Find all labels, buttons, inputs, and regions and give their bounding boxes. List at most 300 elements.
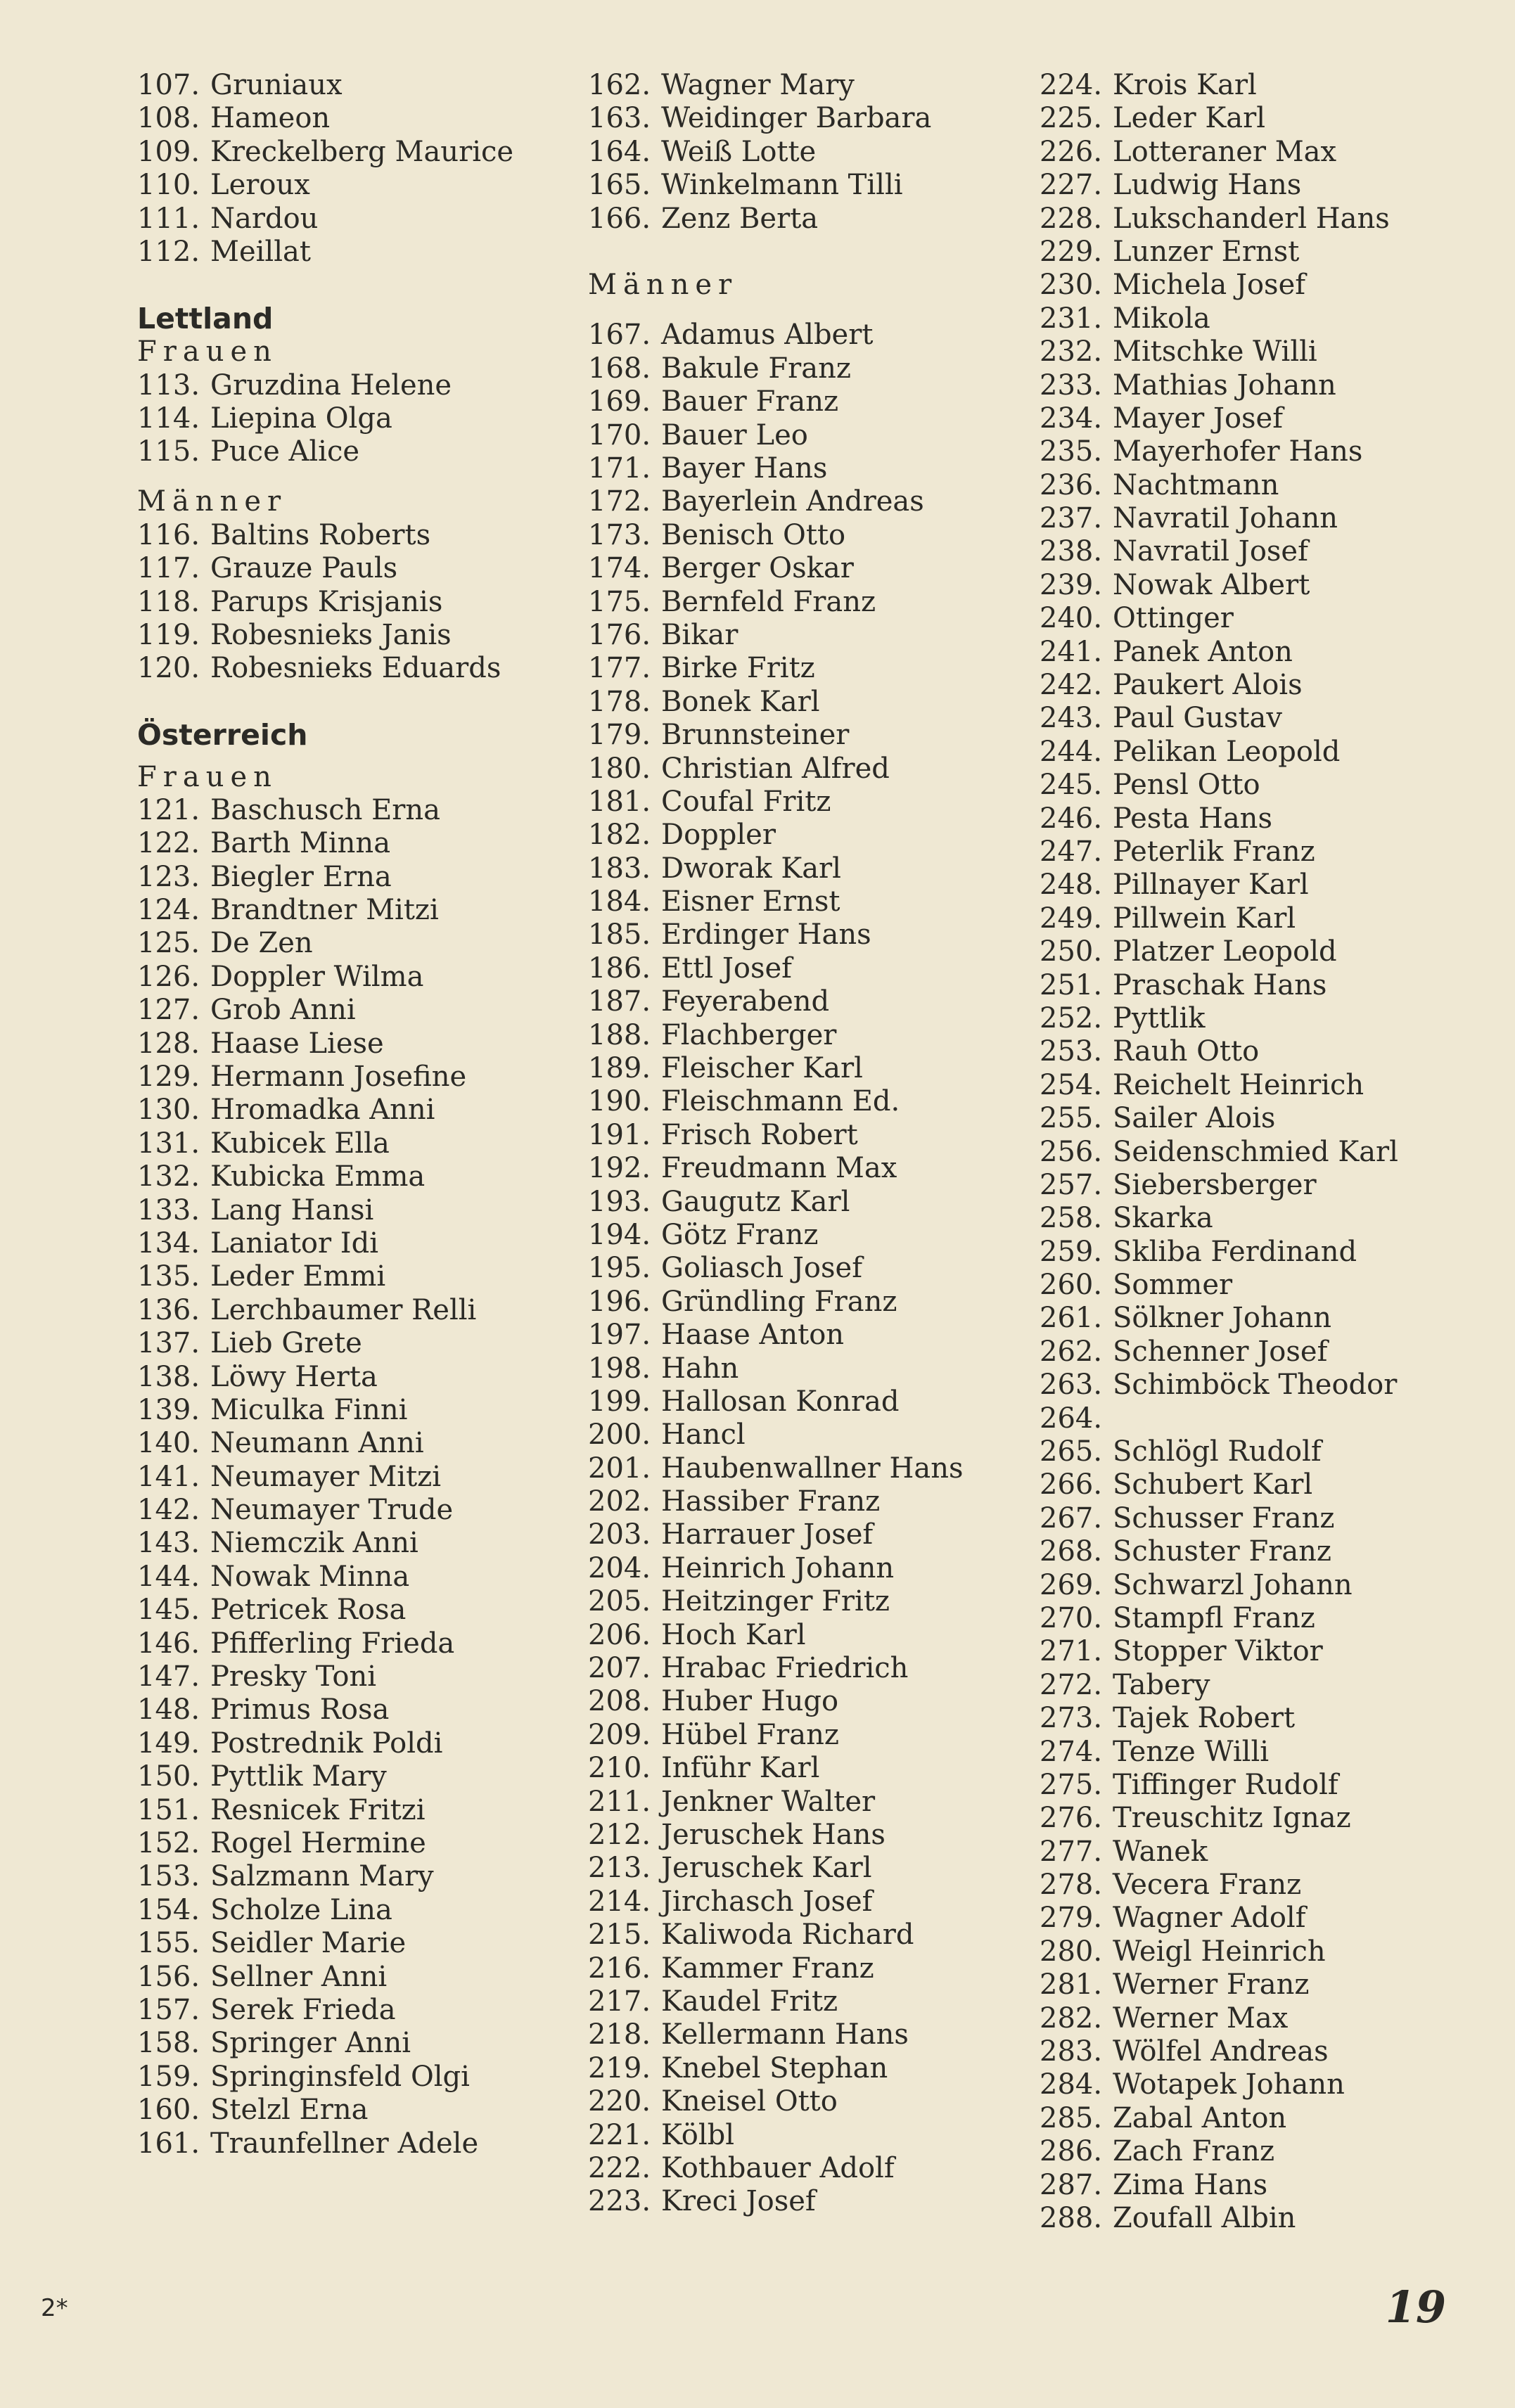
entry-number: 158.: [137, 2027, 200, 2060]
entry-number: 245.: [1040, 769, 1103, 802]
entry-name: Harrauer Josef: [661, 1518, 874, 1551]
entry-name: Leroux: [210, 169, 310, 202]
list-item: [588, 136, 1024, 169]
list-item: [588, 1952, 1024, 1985]
entry-number: 235.: [1040, 435, 1103, 468]
entry-number: 219.: [588, 2051, 651, 2084]
entry-number: 115.: [137, 435, 200, 468]
entry-name: Mathias Johann: [1113, 369, 1336, 402]
entry-name: Hromadka Anni: [210, 1094, 435, 1127]
list-item: [137, 1927, 559, 1960]
entry-name: Navratil Josef: [1113, 535, 1308, 568]
entry-name: Michela Josef: [1113, 269, 1306, 302]
list-item: [1040, 269, 1504, 302]
entry-number: 238.: [1040, 535, 1103, 568]
list-item: [1040, 1069, 1504, 1102]
list-item: [1040, 2002, 1504, 2035]
entry-number: 168.: [588, 352, 651, 385]
entry-number: 164.: [588, 135, 651, 168]
entry-number: 268.: [1040, 1535, 1103, 1568]
list-item: [1040, 969, 1504, 1002]
list-item: [588, 686, 1024, 719]
list-item: [137, 1727, 559, 1760]
list-item: [137, 1494, 559, 1527]
entry-number: 153.: [137, 1860, 200, 1893]
list-item: [137, 994, 559, 1027]
list-item: [137, 136, 559, 169]
entry-number: 264.: [1040, 1402, 1103, 1435]
spacer: [137, 686, 559, 719]
entry-name: Adamus Albert: [661, 319, 874, 352]
entry-name: Haase Liese: [210, 1027, 384, 1060]
list-item: [137, 652, 559, 685]
entry-number: 112.: [137, 235, 200, 268]
entry-name: Knebel Stephan: [661, 2051, 888, 2084]
list-item: [588, 552, 1024, 585]
list-item: [137, 1961, 559, 1994]
entry-name: Stopper Viktor: [1113, 1635, 1323, 1668]
entry-name: Puce Alice: [210, 435, 360, 468]
entry-name: Reichelt Heinrich: [1113, 1068, 1364, 1101]
entry-number: 194.: [588, 1218, 651, 1251]
entry-number: 282.: [1040, 2002, 1103, 2035]
list-item: [137, 1860, 559, 1893]
entry-number: 259.: [1040, 1235, 1103, 1268]
entry-number: 132.: [137, 1160, 200, 1193]
list-item: [137, 1594, 559, 1627]
entry-number: 180.: [588, 752, 651, 785]
entry-number: 170.: [588, 418, 651, 452]
entry-name: Springer Anni: [210, 2027, 411, 2060]
list-item: [1040, 1336, 1504, 1369]
group-heading: Frauen: [137, 335, 278, 369]
entry-number: 224.: [1040, 69, 1103, 101]
entry-name: Schwarzl Johann: [1113, 1568, 1353, 1601]
entry-name: Stampfl Franz: [1113, 1601, 1315, 1634]
entry-name: Gruzdina Helene: [210, 369, 452, 402]
list-item: [1040, 335, 1504, 369]
entry-number: 140.: [137, 1427, 200, 1460]
entry-name: Traunfellner Adele: [210, 2127, 479, 2160]
list-item: [588, 719, 1024, 752]
list-item: [137, 236, 559, 269]
entry-name: Miculka Finni: [210, 1393, 408, 1426]
entry-number: 244.: [1040, 735, 1103, 768]
entry-name: Krois Karl: [1113, 69, 1257, 101]
list-item: [588, 419, 1024, 452]
list-item: [588, 1985, 1024, 2018]
group-heading: Frauen: [137, 760, 278, 793]
entry-name: Hübel Franz: [661, 1718, 839, 1751]
entry-name: Kammer Franz: [661, 1952, 874, 1985]
list-item: [1040, 2202, 1504, 2235]
entry-name: Rauh Otto: [1113, 1035, 1260, 1068]
entry-number: 205.: [588, 1585, 651, 1618]
list-item: [1040, 1802, 1504, 1835]
entry-name: Hallosan Konrad: [661, 1385, 900, 1418]
entry-name: Nardou: [210, 202, 319, 235]
list-item: [1040, 835, 1504, 869]
entry-number: 284.: [1040, 2068, 1103, 2101]
list-item: [1040, 869, 1504, 902]
list-item: [1040, 1402, 1504, 1435]
entry-name: Peterlik Franz: [1113, 835, 1315, 868]
list-item: [1040, 702, 1504, 735]
list-item: [137, 1094, 559, 1127]
entry-number: 123.: [137, 860, 200, 893]
list-item: [137, 2027, 559, 2060]
entry-number: 137.: [137, 1327, 200, 1360]
entry-name: Presky Toni: [210, 1660, 376, 1693]
entry-number: 178.: [588, 685, 651, 718]
list-item: [588, 1852, 1024, 1885]
entry-number: 281.: [1040, 1968, 1103, 2002]
entry-name: Lerchbaumer Relli: [210, 1293, 477, 1326]
list-item: [1040, 569, 1504, 602]
entry-name: Kellermann Hans: [661, 2018, 909, 2051]
entry-name: Goliasch Josef: [661, 1252, 862, 1285]
entry-name: Grob Anni: [210, 994, 356, 1027]
entry-number: 265.: [1040, 1435, 1103, 1468]
entry-name: Neumann Anni: [210, 1427, 424, 1460]
entry-name: Pensl Otto: [1113, 769, 1260, 802]
entry-name: Tabery: [1113, 1668, 1210, 1701]
entry-name: Hassiber Franz: [661, 1485, 881, 1518]
entry-name: Kaudel Fritz: [661, 1985, 838, 2018]
list-item: [588, 1152, 1024, 1185]
entry-number: 118.: [137, 585, 200, 618]
entry-number: 227.: [1040, 169, 1103, 202]
entry-number: 209.: [588, 1718, 651, 1751]
country-heading: Österreich: [137, 718, 308, 752]
list-item: [1040, 136, 1504, 169]
entry-name: Baltins Roberts: [210, 518, 431, 551]
list-item: [588, 1052, 1024, 1085]
list-item: [137, 1461, 559, 1494]
entry-number: 159.: [137, 2060, 200, 2093]
list-item: [1040, 2135, 1504, 2168]
entry-name: Gaugutz Karl: [661, 1185, 850, 1218]
list-item: [1040, 203, 1504, 236]
entry-name: Bonek Karl: [661, 685, 820, 718]
list-item: [137, 435, 559, 468]
entry-name: Schusser Franz: [1113, 1501, 1335, 1535]
entry-number: 220.: [588, 2085, 651, 2118]
entry-name: Hoch Karl: [661, 1618, 806, 1651]
entry-name: Neumayer Trude: [210, 1494, 454, 1527]
entry-name: Heitzinger Fritz: [661, 1585, 890, 1618]
entry-number: 175.: [588, 585, 651, 618]
entry-number: 157.: [137, 1993, 200, 2026]
entry-number: 233.: [1040, 369, 1103, 402]
entry-name: Tenze Willi: [1113, 1735, 1270, 1768]
list-item: [588, 985, 1024, 1018]
list-item: [137, 1394, 559, 1427]
list-item: [588, 203, 1024, 236]
entry-number: 266.: [1040, 1468, 1103, 1501]
entry-number: 249.: [1040, 902, 1103, 935]
list-item: [137, 369, 559, 402]
list-item: [588, 1452, 1024, 1485]
entry-number: 113.: [137, 369, 200, 402]
entry-number: 241.: [1040, 635, 1103, 668]
entry-number: 212.: [588, 1819, 651, 1851]
list-item: [1040, 636, 1504, 669]
list-item: [588, 752, 1024, 786]
entry-number: 242.: [1040, 669, 1103, 702]
entry-number: 135.: [137, 1260, 200, 1293]
list-item: [588, 2018, 1024, 2051]
entry-name: Doppler: [661, 819, 776, 852]
entry-name: Gründling Franz: [661, 1285, 897, 1318]
list-item: [1040, 1769, 1504, 1802]
entry-name: Coufal Fritz: [661, 785, 831, 818]
entry-number: 120.: [137, 652, 200, 685]
entry-name: Rogel Hermine: [210, 1827, 426, 1859]
spacer: [137, 269, 559, 302]
entry-name: Pillwein Karl: [1113, 902, 1296, 935]
entry-name: Vecera Franz: [1113, 1869, 1302, 1902]
list-item: [137, 69, 559, 102]
spacer: [588, 236, 1024, 269]
entry-name: Fleischmann Ed.: [661, 1085, 900, 1118]
list-item: [588, 1319, 1024, 1352]
entry-number: 256.: [1040, 1135, 1103, 1168]
entry-name: Meillat: [210, 235, 311, 268]
entry-name: Dworak Karl: [661, 852, 841, 885]
list-item: [137, 1327, 559, 1360]
entry-name: Bayerlein Andreas: [661, 485, 924, 518]
entry-number: 154.: [137, 1893, 200, 1926]
entry-name: Serek Frieda: [210, 1993, 396, 2026]
entry-number: 269.: [1040, 1568, 1103, 1601]
list-item: [588, 2119, 1024, 2152]
list-item: [588, 1752, 1024, 1785]
list-item: [137, 402, 559, 435]
entry-name: Heinrich Johann: [661, 1551, 895, 1584]
entry-number: 160.: [137, 2094, 200, 2127]
list-item: [588, 1085, 1024, 1118]
entry-number: 150.: [137, 1760, 200, 1793]
entry-name: Schenner Josef: [1113, 1335, 1328, 1368]
list-item: [1040, 402, 1504, 435]
entry-number: 171.: [588, 452, 651, 485]
list-item: [588, 1585, 1024, 1618]
entry-name: Bayer Hans: [661, 452, 828, 485]
entry-name: Stelzl Erna: [210, 2094, 369, 2127]
entry-number: 253.: [1040, 1035, 1103, 1068]
entry-name: Hrabac Friedrich: [661, 1652, 909, 1685]
entry-name: Resnicek Fritzi: [210, 1793, 426, 1826]
entry-number: 240.: [1040, 602, 1103, 635]
list-item: [137, 1260, 559, 1293]
list-item: [588, 952, 1024, 985]
page-number: 19: [1385, 2281, 1446, 2333]
entry-number: 192.: [588, 1152, 651, 1185]
entry-name: Tiffinger Rudolf: [1113, 1768, 1338, 1801]
entry-number: 198.: [588, 1352, 651, 1385]
entry-name: Postrednik Poldi: [210, 1727, 443, 1760]
entry-number: 156.: [137, 1960, 200, 1993]
entry-name: Erdinger Hans: [661, 918, 871, 952]
list-item: [588, 2085, 1024, 2118]
entry-number: 254.: [1040, 1068, 1103, 1101]
entry-name: Lunzer Ernst: [1113, 235, 1300, 268]
entry-number: 200.: [588, 1418, 651, 1452]
list-item: [137, 794, 559, 827]
entry-name: Zenz Berta: [661, 202, 819, 235]
entry-number: 226.: [1040, 135, 1103, 168]
list-item: [137, 1794, 559, 1827]
entry-name: Pfifferling Frieda: [210, 1627, 455, 1660]
entry-name: Primus Rosa: [210, 1693, 390, 1727]
entry-number: 130.: [137, 1094, 200, 1127]
entry-name: Weigl Heinrich: [1113, 1935, 1326, 1968]
entry-number: 277.: [1040, 1835, 1103, 1868]
entry-name: Sölkner Johann: [1113, 1302, 1332, 1335]
list-column-2: [588, 69, 1024, 2219]
entry-number: 237.: [1040, 502, 1103, 535]
entry-name: Petricek Rosa: [210, 1594, 407, 1627]
entry-name: Sailer Alois: [1113, 1102, 1276, 1135]
entry-number: 280.: [1040, 1935, 1103, 1968]
list-item: [137, 619, 559, 652]
entry-name: Pyttlik Mary: [210, 1760, 387, 1793]
list-item: [588, 1352, 1024, 1385]
entry-number: 169.: [588, 385, 651, 418]
entry-name: Kothbauer Adolf: [661, 2151, 895, 2184]
entry-number: 149.: [137, 1727, 200, 1760]
entry-number: 204.: [588, 1551, 651, 1584]
entry-name: Doppler Wilma: [210, 960, 424, 993]
list-item: [137, 1427, 559, 1460]
entry-number: 155.: [137, 1927, 200, 1960]
entry-name: Skarka: [1113, 1202, 1213, 1235]
list-item: [588, 619, 1024, 652]
entry-number: 278.: [1040, 1869, 1103, 1902]
entry-number: 258.: [1040, 1202, 1103, 1235]
entry-number: 260.: [1040, 1269, 1103, 1302]
entry-name: Kneisel Otto: [661, 2085, 838, 2118]
list-item: [588, 352, 1024, 385]
list-item: [137, 1227, 559, 1260]
entry-name: Bauer Leo: [661, 418, 808, 452]
entry-number: 216.: [588, 1952, 651, 1985]
list-item: [1040, 769, 1504, 802]
entry-number: 107.: [137, 69, 200, 101]
list-item: [588, 1885, 1024, 1919]
entry-name: Panek Anton: [1113, 635, 1293, 668]
list-item: [1040, 502, 1504, 535]
list-item: [137, 894, 559, 927]
entry-number: 161.: [137, 2127, 200, 2160]
list-item: [137, 1693, 559, 1727]
entry-name: Kubicka Emma: [210, 1160, 426, 1193]
entry-number: 208.: [588, 1685, 651, 1718]
entry-number: 270.: [1040, 1601, 1103, 1634]
entry-number: 142.: [137, 1494, 200, 1527]
entry-number: 232.: [1040, 335, 1103, 369]
entry-number: 165.: [588, 169, 651, 202]
list-item: [588, 1385, 1024, 1418]
list-item: [588, 1685, 1024, 1718]
entry-number: 218.: [588, 2018, 651, 2051]
entry-number: 215.: [588, 1919, 651, 1952]
entry-name: Zoufall Albin: [1113, 2202, 1296, 2234]
entry-name: Brunnsteiner: [661, 719, 850, 752]
group-heading: Männer: [137, 485, 288, 518]
list-item: [137, 169, 559, 202]
list-item: [1040, 1136, 1504, 1169]
list-item: [1040, 669, 1504, 702]
list-item: [588, 1552, 1024, 1585]
entry-number: 274.: [1040, 1735, 1103, 1768]
entry-number: 267.: [1040, 1501, 1103, 1535]
entry-number: 177.: [588, 652, 651, 685]
entry-number: 114.: [137, 402, 200, 435]
list-item: [1040, 1302, 1504, 1335]
list-item: [137, 2061, 559, 2094]
list-item: [1040, 302, 1504, 335]
entry-name: Haubenwallner Hans: [661, 1452, 964, 1485]
entry-number: 174.: [588, 552, 651, 585]
entry-name: Hahn: [661, 1352, 739, 1385]
list-item: [1040, 1369, 1504, 1402]
entry-name: Mayerhofer Hans: [1113, 435, 1363, 468]
entry-number: 252.: [1040, 1001, 1103, 1035]
entry-name: Lieb Grete: [210, 1327, 362, 1360]
entry-number: 246.: [1040, 802, 1103, 835]
entry-number: 141.: [137, 1460, 200, 1493]
list-item: [588, 1786, 1024, 1819]
entry-number: 179.: [588, 719, 651, 752]
entry-number: 116.: [137, 518, 200, 551]
entry-name: Jeruschek Hans: [661, 1819, 886, 1851]
entry-number: 230.: [1040, 269, 1103, 302]
entry-name: Biegler Erna: [210, 860, 392, 893]
list-item: [588, 1719, 1024, 1752]
entry-name: Schubert Karl: [1113, 1468, 1313, 1501]
list-item: [1040, 1569, 1504, 1602]
entry-name: Weidinger Barbara: [661, 102, 932, 135]
list-item: [137, 1027, 559, 1061]
entry-name: Frisch Robert: [661, 1118, 858, 1151]
entry-number: 272.: [1040, 1668, 1103, 1701]
list-item: [588, 485, 1024, 518]
entry-number: 285.: [1040, 2101, 1103, 2134]
entry-number: 117.: [137, 552, 200, 585]
list-item: [137, 827, 559, 860]
entry-name: Gruniaux: [210, 69, 343, 101]
entry-number: 190.: [588, 1085, 651, 1118]
list-item: [1040, 1202, 1504, 1235]
list-item: [588, 1485, 1024, 1518]
list-item: [588, 1119, 1024, 1152]
entry-name: Bikar: [661, 618, 739, 651]
entry-number: 196.: [588, 1285, 651, 1318]
country-heading: Lettland: [137, 301, 274, 335]
list-item: [1040, 1702, 1504, 1735]
entry-number: 188.: [588, 1018, 651, 1051]
list-item: [1040, 435, 1504, 468]
entry-name: Neumayer Mitzi: [210, 1460, 442, 1493]
entry-name: Navratil Johann: [1113, 502, 1338, 535]
entry-number: 283.: [1040, 2035, 1103, 2068]
list-item: [137, 1827, 559, 1860]
entry-number: 195.: [588, 1252, 651, 1285]
entry-name: Leder Emmi: [210, 1260, 386, 1293]
list-item: [588, 1186, 1024, 1219]
